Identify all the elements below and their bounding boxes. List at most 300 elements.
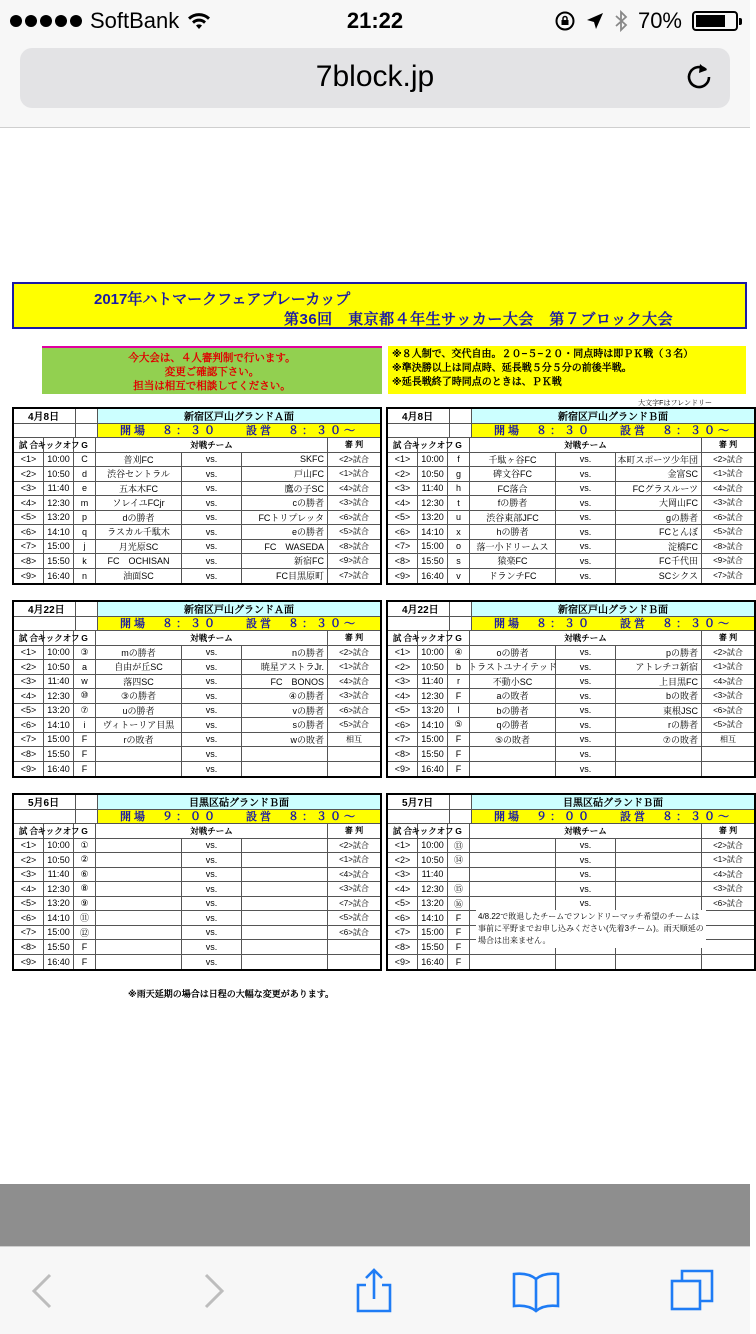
match-row — [14, 926, 380, 941]
away-team — [242, 911, 328, 925]
referee-assignment: 相互 — [720, 734, 736, 744]
away-team: gの勝者 — [616, 511, 702, 525]
match-number: <5> — [14, 897, 44, 911]
referee-assignment — [328, 762, 380, 777]
header-match: 試 合 — [388, 631, 418, 645]
match-number: <7> — [14, 926, 44, 940]
header-teams: 対戦チーム — [96, 438, 328, 452]
group-code: F — [448, 747, 470, 761]
home-team: ③の勝者 — [96, 689, 182, 703]
referee-assignment — [702, 926, 754, 940]
schedule-table — [386, 600, 756, 778]
group-code: F — [448, 940, 470, 954]
match-row — [388, 853, 754, 868]
rotation-lock-icon — [554, 10, 576, 32]
vs-label: vs. — [182, 453, 242, 467]
blank-cell — [450, 617, 472, 631]
away-team: sの勝者 — [242, 718, 328, 732]
referee-assignment: <3>試合 — [339, 498, 369, 508]
schedule-table — [386, 407, 756, 585]
group-code: a — [74, 660, 96, 674]
open-setup-times: 開場 ８：３０ 設営 ８：３０〜 — [98, 424, 380, 438]
home-team: 月光原SC — [96, 540, 182, 554]
blank-cell — [388, 617, 450, 631]
venue-name: 新宿区戸山グランドＡ面 — [98, 602, 380, 616]
match-number: <6> — [388, 525, 418, 539]
match-number: <3> — [388, 482, 418, 496]
group-code: r — [448, 675, 470, 689]
match-number: <7> — [14, 540, 44, 554]
home-team: ⑤の敗者 — [470, 733, 556, 747]
match-number: <1> — [388, 646, 418, 660]
vs-label: vs. — [556, 747, 616, 761]
vs-label: vs. — [182, 926, 242, 940]
away-team — [242, 839, 328, 853]
blank-cell — [450, 424, 472, 438]
blank-cell — [76, 795, 98, 809]
referee-assignment: <1>試合 — [713, 855, 743, 865]
kickoff-time: 12:30 — [418, 689, 448, 703]
kickoff-time: 14:10 — [418, 911, 448, 925]
times-row — [14, 810, 380, 825]
match-number: <2> — [388, 467, 418, 481]
kickoff-time: 12:30 — [44, 496, 74, 510]
referee-assignment: <5>試合 — [339, 527, 369, 537]
group-code: e — [74, 482, 96, 496]
blank-cell — [14, 424, 76, 438]
match-number: <2> — [388, 853, 418, 867]
home-team: FC落合 — [470, 482, 556, 496]
away-team: アトレチコ新宿 — [616, 660, 702, 674]
match-number: <7> — [388, 540, 418, 554]
match-number: <1> — [388, 839, 418, 853]
referee-assignment: <6>試合 — [713, 705, 743, 715]
vs-label: vs. — [182, 675, 242, 689]
vs-label: vs. — [556, 540, 616, 554]
vs-label: vs. — [182, 911, 242, 925]
vs-label: vs. — [182, 511, 242, 525]
match-row — [14, 897, 380, 912]
home-team — [470, 868, 556, 882]
away-team — [616, 839, 702, 853]
referee-assignment: <3>試合 — [713, 498, 743, 508]
blank-cell — [388, 424, 450, 438]
match-row — [388, 868, 754, 883]
group-code: F — [74, 747, 96, 761]
referee-assignment: <8>試合 — [713, 541, 743, 551]
group-code: F — [448, 911, 470, 925]
vs-label: vs. — [182, 718, 242, 732]
match-number: <9> — [14, 955, 44, 970]
vs-label: vs. — [556, 689, 616, 703]
address-bar[interactable] — [20, 48, 730, 108]
home-team: 渋谷セントラル — [96, 467, 182, 481]
away-team — [242, 882, 328, 896]
away-team: 大岡山FC — [616, 496, 702, 510]
referee-assignment: <4>試合 — [339, 676, 369, 686]
referee-assignment — [328, 940, 380, 954]
header-row — [388, 824, 754, 839]
match-number: <4> — [14, 689, 44, 703]
home-team: 猿楽FC — [470, 554, 556, 568]
reload-icon[interactable] — [682, 60, 716, 94]
referee-assignment: <2>試合 — [339, 454, 369, 464]
kickoff-time: 13:20 — [44, 704, 74, 718]
open-setup-times: 開場 ８：３０ 設営 ８：３０〜 — [472, 424, 754, 438]
home-team: ソレイユFCjr — [96, 496, 182, 510]
match-number: <1> — [14, 839, 44, 853]
header-referee: 審 判 — [344, 633, 364, 643]
match-number: <5> — [388, 897, 418, 911]
header-teams: 対戦チーム — [470, 824, 702, 838]
vs-label: vs. — [556, 733, 616, 747]
rain-note: ※雨天延期の場合は日程の大幅な変更があります。 — [128, 989, 335, 999]
open-setup-times: 開場 ８：３０ 設営 ８：３０〜 — [98, 617, 380, 631]
kickoff-time: 10:50 — [418, 467, 448, 481]
header-teams: 対戦チーム — [470, 631, 702, 645]
header-group: G — [448, 438, 470, 452]
rule-line: ※準決勝以上は同点時、延長戦５分５分の前後半戦。 — [392, 363, 632, 374]
vs-label: vs. — [182, 733, 242, 747]
match-number: <3> — [388, 868, 418, 882]
match-number: <2> — [14, 467, 44, 481]
match-number: <1> — [14, 646, 44, 660]
header-match: 試 合 — [14, 824, 44, 838]
group-code: ③ — [74, 646, 96, 660]
match-row — [388, 897, 754, 912]
venue-name: 新宿区戸山グランドＡ面 — [98, 409, 380, 423]
blank-cell — [450, 602, 472, 616]
match-number: <8> — [14, 554, 44, 568]
group-code: ⑩ — [74, 689, 96, 703]
match-row — [388, 718, 754, 733]
away-team: eの勝者 — [242, 525, 328, 539]
referee-assignment: 相互 — [346, 734, 362, 744]
away-team — [242, 747, 328, 761]
home-team — [96, 882, 182, 896]
header-row — [14, 438, 380, 453]
referee-assignment — [702, 955, 754, 970]
match-row — [388, 569, 754, 584]
home-team — [96, 868, 182, 882]
away-team: bの敗者 — [616, 689, 702, 703]
away-team: SKFC — [242, 453, 328, 467]
header-group: G — [74, 824, 96, 838]
home-team: ヴィトーリア目黒 — [96, 718, 182, 732]
vs-label: vs. — [556, 467, 616, 481]
kickoff-time: 10:50 — [418, 853, 448, 867]
header-kickoff: キックオフ — [411, 439, 454, 450]
times-row — [388, 617, 754, 632]
referee-assignment: <6>試合 — [713, 898, 743, 908]
kickoff-time: 10:00 — [418, 646, 448, 660]
away-team: 新宿FC — [242, 554, 328, 568]
match-row — [388, 747, 754, 762]
match-number: <8> — [388, 747, 418, 761]
forward-icon[interactable] — [190, 1269, 234, 1313]
kickoff-time: 15:00 — [418, 733, 448, 747]
home-team: bの勝者 — [470, 704, 556, 718]
header-teams: 対戦チーム — [96, 824, 328, 838]
match-number: <6> — [14, 911, 44, 925]
home-team: 不動小SC — [470, 675, 556, 689]
group-code: C — [74, 453, 96, 467]
group-code: ⑭ — [448, 853, 470, 867]
header-row — [14, 631, 380, 646]
match-row — [14, 911, 380, 926]
group-code: ⑪ — [74, 911, 96, 925]
home-team: ラスカル千駄木 — [96, 525, 182, 539]
match-number: <3> — [14, 482, 44, 496]
location-icon — [586, 12, 604, 30]
referee-assignment: <1>試合 — [713, 662, 743, 672]
match-row — [388, 482, 754, 497]
away-team: FC千代田 — [616, 554, 702, 568]
match-row — [14, 868, 380, 883]
header-referee: 審 判 — [344, 826, 364, 836]
match-date: 4月22日 — [14, 602, 76, 616]
home-team — [96, 853, 182, 867]
match-row — [14, 747, 380, 762]
kickoff-time: 12:30 — [44, 689, 74, 703]
vs-label: vs. — [556, 453, 616, 467]
notice-line: 変更ご確認下さい。 — [164, 366, 260, 378]
kickoff-time: 10:00 — [44, 839, 74, 853]
away-team — [616, 853, 702, 867]
tournament-title — [12, 282, 747, 329]
kickoff-time: 15:50 — [44, 554, 74, 568]
kickoff-time: 15:00 — [44, 540, 74, 554]
group-code: ⑧ — [74, 882, 96, 896]
group-code: u — [448, 511, 470, 525]
open-setup-times: 開場 ８：３０ 設営 ８：３０〜 — [472, 617, 754, 631]
header-match: 試 合 — [14, 438, 44, 452]
referee-assignment: <1>試合 — [339, 469, 369, 479]
match-row — [388, 689, 754, 704]
home-team: 渋谷東部JFC — [470, 511, 556, 525]
back-icon[interactable] — [22, 1269, 66, 1313]
venue-name: 目黒区砧グランドＢ面 — [98, 795, 380, 809]
kickoff-time: 11:40 — [418, 675, 448, 689]
vs-label: vs. — [556, 660, 616, 674]
vs-label: vs. — [556, 496, 616, 510]
match-number: <1> — [388, 453, 418, 467]
header-referee: 審 判 — [718, 826, 738, 836]
match-row — [388, 733, 754, 748]
match-row — [14, 660, 380, 675]
vs-label: vs. — [556, 853, 616, 867]
group-code: x — [448, 525, 470, 539]
header-row — [14, 824, 380, 839]
match-row — [388, 525, 754, 540]
group-code: q — [74, 525, 96, 539]
match-row — [14, 646, 380, 661]
group-code: ④ — [448, 646, 470, 660]
match-row — [14, 453, 380, 468]
kickoff-time: 15:50 — [418, 554, 448, 568]
kickoff-time: 15:00 — [44, 926, 74, 940]
blank-cell — [450, 795, 472, 809]
vs-label: vs. — [182, 868, 242, 882]
tabs-icon[interactable] — [670, 1269, 714, 1313]
match-row — [388, 554, 754, 569]
referee-assignment: <3>試合 — [713, 884, 743, 894]
group-code: s — [448, 554, 470, 568]
share-icon[interactable] — [352, 1269, 396, 1313]
kickoff-time: 15:50 — [44, 940, 74, 954]
match-row — [14, 554, 380, 569]
home-team: aの敗者 — [470, 689, 556, 703]
vs-label: vs. — [182, 525, 242, 539]
home-team — [470, 897, 556, 911]
away-team: FC目黒原町 — [242, 569, 328, 584]
friendly-legend: 大文字Fはフレンドリー — [638, 400, 712, 407]
group-code: ⑫ — [74, 926, 96, 940]
away-team — [242, 955, 328, 970]
url-text[interactable]: 7block.jp — [315, 60, 435, 93]
home-team — [96, 747, 182, 761]
match-number: <8> — [14, 747, 44, 761]
match-row — [14, 839, 380, 854]
vs-label: vs. — [182, 569, 242, 584]
vs-label: vs. — [556, 646, 616, 660]
match-row — [14, 569, 380, 584]
kickoff-time: 16:40 — [44, 955, 74, 970]
match-row — [388, 511, 754, 526]
kickoff-time: 11:40 — [418, 868, 448, 882]
match-row — [388, 453, 754, 468]
home-team — [96, 897, 182, 911]
times-row — [14, 617, 380, 632]
match-number: <4> — [14, 882, 44, 896]
match-row — [388, 704, 754, 719]
referee-assignment: <1>試合 — [339, 662, 369, 672]
schedule-table — [12, 407, 382, 585]
home-team — [96, 839, 182, 853]
match-row — [388, 762, 754, 777]
times-row — [388, 424, 754, 439]
kickoff-time: 13:20 — [418, 704, 448, 718]
kickoff-time: 16:40 — [44, 762, 74, 777]
venue-name: 新宿区戸山グランドＢ面 — [472, 409, 754, 423]
home-team — [470, 882, 556, 896]
header-kickoff: キックオフ — [37, 825, 80, 836]
referee-assignment: <2>試合 — [713, 647, 743, 657]
group-code: ⑥ — [74, 868, 96, 882]
vs-label: vs. — [556, 482, 616, 496]
referee-assignment: <5>試合 — [713, 527, 743, 537]
group-code: h — [448, 482, 470, 496]
match-number: <7> — [388, 733, 418, 747]
header-referee: 審 判 — [718, 633, 738, 643]
referee-assignment: <7>試合 — [339, 571, 369, 581]
match-row — [388, 955, 754, 970]
kickoff-time: 14:10 — [44, 525, 74, 539]
match-number: <9> — [388, 955, 418, 970]
vs-label: vs. — [182, 482, 242, 496]
group-code: f — [448, 453, 470, 467]
match-row — [388, 675, 754, 690]
kickoff-time: 12:30 — [44, 882, 74, 896]
home-team — [470, 853, 556, 867]
away-team: 本町スポーツ少年団 — [616, 453, 702, 467]
match-number: <4> — [388, 882, 418, 896]
notice-line: 今大会は、４人審判制で行います。 — [128, 352, 296, 364]
group-code: i — [74, 718, 96, 732]
bookmarks-icon[interactable] — [510, 1269, 562, 1313]
vs-label: vs. — [182, 853, 242, 867]
kickoff-time: 10:00 — [418, 839, 448, 853]
title-line-1: 2017年ハトマークフェアプレーカップ — [94, 291, 351, 308]
group-code: F — [448, 955, 470, 970]
away-team: 上目黒FC — [616, 675, 702, 689]
referee-assignment: <9>試合 — [339, 556, 369, 566]
kickoff-time: 14:10 — [44, 718, 74, 732]
home-team: FC OCHISAN — [96, 554, 182, 568]
match-date: 5月6日 — [14, 795, 76, 809]
referee-notice — [42, 346, 382, 394]
home-team — [96, 940, 182, 954]
referee-assignment: <6>試合 — [339, 512, 369, 522]
header-kickoff: キックオフ — [411, 632, 454, 643]
match-date: 4月8日 — [14, 409, 76, 423]
referee-assignment: <7>試合 — [713, 571, 743, 581]
group-code: F — [448, 689, 470, 703]
home-team: 普刈FC — [96, 453, 182, 467]
away-team: cの勝者 — [242, 496, 328, 510]
match-row — [14, 467, 380, 482]
referee-assignment: <6>試合 — [713, 512, 743, 522]
match-number: <6> — [388, 718, 418, 732]
header-row — [388, 631, 754, 646]
group-code: w — [74, 675, 96, 689]
vs-label: vs. — [182, 940, 242, 954]
referee-assignment: <4>試合 — [339, 869, 369, 879]
match-row — [14, 496, 380, 511]
away-team: 戸山FC — [242, 467, 328, 481]
clock: 21:22 — [346, 8, 404, 33]
vs-label — [556, 955, 616, 970]
header-teams: 対戦チーム — [96, 631, 328, 645]
kickoff-time: 11:40 — [44, 868, 74, 882]
away-team: 暁星アストラJr. — [242, 660, 328, 674]
referee-assignment: <5>試合 — [339, 913, 369, 923]
referee-assignment — [702, 940, 754, 954]
schedule-table — [12, 793, 382, 971]
vs-label: vs. — [182, 762, 242, 777]
vs-label: vs. — [182, 467, 242, 481]
group-code: ⑦ — [74, 704, 96, 718]
match-number: <3> — [14, 675, 44, 689]
match-number: <2> — [14, 660, 44, 674]
kickoff-time: 14:10 — [44, 911, 74, 925]
match-number: <7> — [388, 926, 418, 940]
kickoff-time: 11:40 — [44, 482, 74, 496]
match-number: <8> — [14, 940, 44, 954]
match-row — [14, 540, 380, 555]
kickoff-time: 10:00 — [418, 453, 448, 467]
carrier-name: SoftBank — [90, 8, 180, 33]
group-code: l — [448, 704, 470, 718]
referee-assignment: <1>試合 — [339, 855, 369, 865]
match-number: <9> — [388, 569, 418, 584]
referee-assignment: <7>試合 — [339, 898, 369, 908]
referee-assignment — [328, 747, 380, 761]
match-date: 5月7日 — [388, 795, 450, 809]
home-team: 五本木FC — [96, 482, 182, 496]
group-code: F — [448, 762, 470, 777]
kickoff-time: 13:20 — [418, 511, 448, 525]
